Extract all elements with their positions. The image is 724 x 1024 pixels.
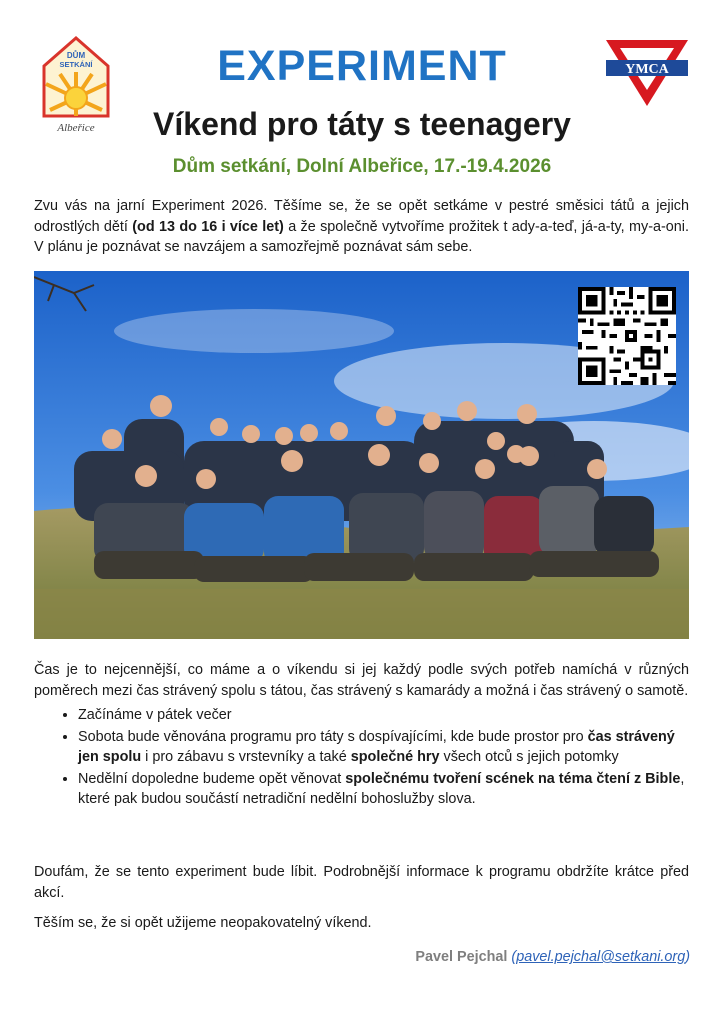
- signature-name: Pavel Pejchal: [415, 949, 508, 965]
- intro-text-1: Zvu vás na jarní Experiment 2026. Těšíme se, že se opět setkáme v pestré směsici tátů a jejich odrostlých dětí: [34, 198, 689, 235]
- qr-code-icon: [578, 287, 676, 385]
- closing-section: [34, 862, 689, 944]
- bullet-text: všech otců s jejich potomky: [439, 749, 619, 765]
- signature: [415, 947, 690, 967]
- intro-paragraph: [34, 196, 689, 258]
- bullet-bold: společné hry: [350, 749, 440, 765]
- closing-paragraph: Doufám, že se tento experiment bude líbit. Podrobnější informace k programu obdržíte krátce před akcí.: [34, 864, 689, 901]
- bullet-text: , které pak budou součástí netradiční nedělní bohoslužby slova.: [78, 770, 685, 807]
- program-paragraph: Čas je to nejcennější, co máme a o víkendu si jej každý podle svých potřeb namíchá v různých poměrech mezi čas strávený spolu s tátou, čas strávený s kamarády a možná i čas strávený o samotě.: [34, 662, 689, 699]
- signature-email-link[interactable]: pavel.pejchal@setkani.org: [516, 949, 686, 965]
- bullet-text: Nedělní dopoledne budeme opět věnovat: [78, 770, 346, 787]
- list-item: [78, 727, 689, 768]
- program-description: [34, 660, 689, 811]
- event-subtitle: Víkend pro táty s teenagery: [153, 106, 571, 142]
- intro-age-range: (od 13 do 16 i více let): [132, 218, 284, 235]
- signature-email-close: ): [685, 949, 690, 965]
- list-item: [78, 705, 689, 726]
- svg-text:Albeřice: Albeřice: [57, 122, 95, 134]
- bullet-text: Začínáme v pátek večer: [78, 707, 232, 723]
- bullet-bold: společnému tvoření scének na téma čtení z Bible: [345, 770, 681, 787]
- list-item: [78, 769, 689, 810]
- qr-code[interactable]: [578, 287, 676, 385]
- page-title: EXPERIMENT: [217, 42, 507, 90]
- bullet-text: i pro zábavu s vrstevníky a také: [141, 749, 351, 765]
- bullet-text: Sobota bude věnována programu pro táty s dospívajícími, kde bude prostor pro: [78, 728, 588, 745]
- closing-paragraph: Těším se, že si opět užijeme neopakovatelný víkend.: [34, 915, 372, 931]
- bullet-bold: čas strávený jen spolu: [78, 728, 675, 765]
- svg-text:DŮM: DŮM: [66, 51, 86, 60]
- program-list: [34, 705, 689, 810]
- svg-text:YMCA: YMCA: [625, 62, 669, 77]
- event-venue-date: Dům setkání, Dolní Albeřice, 17.-19.4.2026: [172, 156, 552, 177]
- svg-text:SETKÁNÍ: SETKÁNÍ: [59, 60, 93, 69]
- signature-email-open: (: [511, 949, 517, 965]
- intro-text-2: a že společně vytvoříme prožitek t ady-a-teď, já-a-ty, my-a-oni. V plánu je poznávat se navzájem a samozřejmě poznávat sám sebe.: [34, 218, 689, 255]
